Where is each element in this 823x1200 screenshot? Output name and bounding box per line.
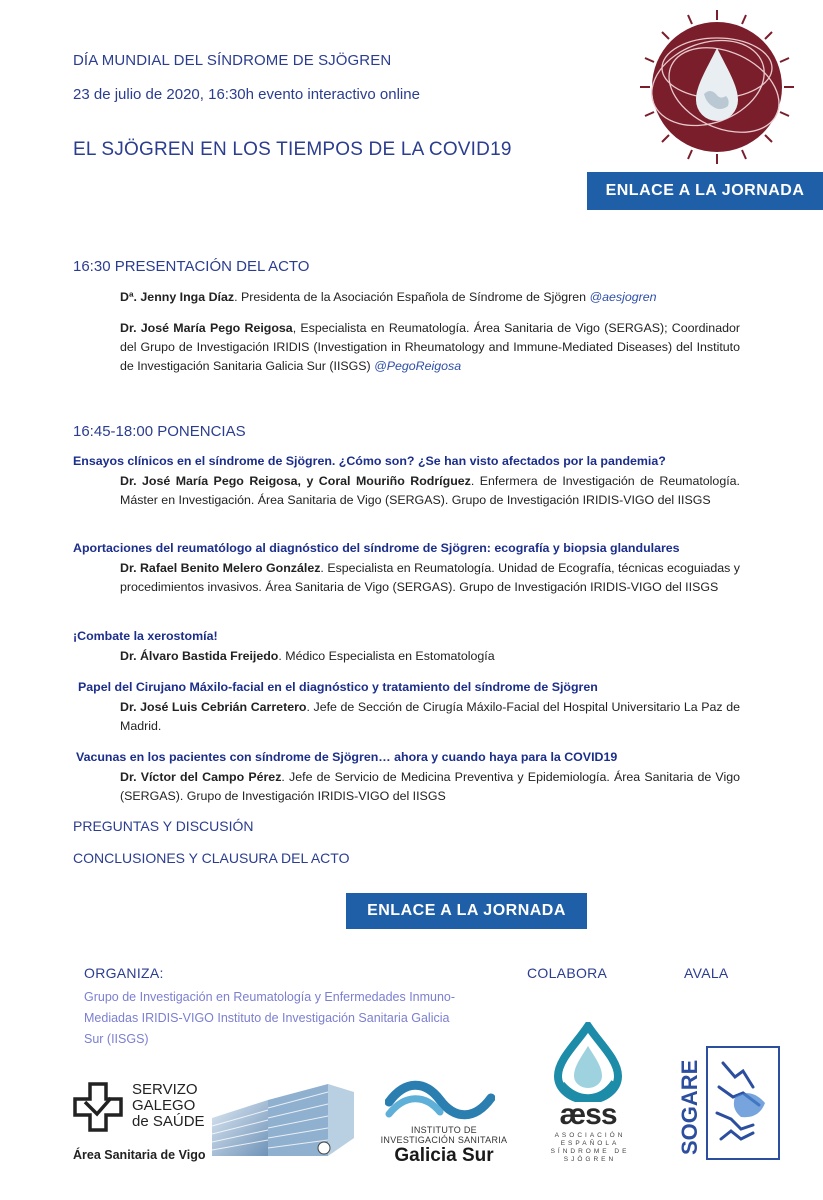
speaker-desc: . Jefe de Servicio de Medicina Preventiva y Epidemiología. Área Sanitaria de Vigo (SERGAS). Grupo de Investigación IRIDIS-VIGO del IISGS xyxy=(120,770,741,803)
speaker-name: Dr. José María Pego Reigosa, y Coral Mouriño Rodríguez xyxy=(120,474,471,488)
talk-speaker xyxy=(120,472,740,510)
speaker-desc: . Presidenta de la Asociación Española de Síndrome de Sjögren xyxy=(234,290,590,304)
sergas-line: GALEGO xyxy=(132,1097,196,1114)
aess-drop-icon xyxy=(548,1022,628,1102)
aess-subtitle: ASOCIACIÓN ESPAÑOLA SÍNDROME DE SJÖGREN xyxy=(550,1132,630,1163)
speaker-jenny xyxy=(120,288,740,307)
talk-title: Ensayos clínicos en el síndrome de Sjögren. ¿Cómo son? ¿Se han visto afectados por la pandemia? xyxy=(73,454,666,468)
iisgs-line: INVESTIGACIÓN SANITARIA xyxy=(380,1135,508,1145)
speaker-name: Dr. Víctor del Campo Pérez xyxy=(120,770,282,784)
organiza-label: ORGANIZA: xyxy=(84,965,164,981)
sergas-area-label: Área Sanitaria de Vigo xyxy=(73,1148,206,1162)
questions-discussion: PREGUNTAS Y DISCUSIÓN xyxy=(73,818,254,834)
talk-speaker xyxy=(120,647,740,666)
conclusions-closing: CONCLUSIONES Y CLAUSURA DEL ACTO xyxy=(73,850,350,866)
speaker-desc: . Especialista en Reumatología. Unidad de Ecografía, técnicas ecoguiadas y procedimientos invasivos. Área Sanitaria de Vigo (SERGAS). Grupo de Investigación IRIDIS-VIGO del IISGS xyxy=(120,561,740,594)
talk-title: Vacunas en los pacientes con síndrome de Sjögren… ahora y cuando haya para la COVID19 xyxy=(76,750,618,764)
talk-speaker xyxy=(120,768,740,806)
iisgs-name: Galicia Sur xyxy=(394,1145,494,1166)
sergas-cross-icon xyxy=(73,1082,123,1132)
sergas-line: SERVIZO xyxy=(132,1081,198,1098)
organiza-text: Grupo de Investigación en Reumatología y Enfermedades Inmuno-Mediadas IRIDIS-VIGO Instituto de Investigación Sanitaria Galicia Sur (IISGS) xyxy=(84,990,456,1046)
sjogren-day-logo-icon xyxy=(638,8,796,166)
sergas-wordmark xyxy=(132,1082,205,1130)
speaker-name: Dr. José Luis Cebrián Carretero xyxy=(120,700,307,714)
event-date: 23 de julio de 2020, 16:30h evento interactivo online xyxy=(73,86,420,103)
speaker-name: Dr. Álvaro Bastida Freijedo xyxy=(120,649,279,663)
speaker-desc: . Médico Especialista en Estomatología xyxy=(278,649,495,663)
talk-title: Papel del Cirujano Máxilo-facial en el diagnóstico y tratamiento del síndrome de Sjögren xyxy=(78,680,598,694)
speaker-desc: . Jefe de Sección de Cirugía Máxilo-Facial del Hospital Universitario La Paz de Madrid. xyxy=(120,700,740,733)
speaker-name: Dr. Rafael Benito Melero González xyxy=(120,561,321,575)
speaker-pego xyxy=(120,319,740,376)
talks-heading: 16:45-18:00 PONENCIAS xyxy=(73,423,246,440)
iisgs-waves-icon xyxy=(385,1072,495,1122)
sergas-line: de SAÚDE xyxy=(132,1113,205,1130)
colabora-label: COLABORA xyxy=(527,965,608,981)
hospital-building-icon xyxy=(208,1078,356,1158)
iisgs-line: INSTITUTO DE xyxy=(411,1125,477,1135)
sogare-wordmark: SOGARE xyxy=(677,1059,702,1155)
event-title: EL SJÖGREN EN LOS TIEMPOS DE LA COVID19 xyxy=(73,139,512,160)
aess-wordmark: æss xyxy=(559,1098,617,1131)
avala-label: AVALA xyxy=(684,965,729,981)
speaker-desc: . Enfermera de Investigación de Reumatología. Máster en Investigación. Área Sanitaria de Vigo (SERGAS). Grupo de Investigación IRIDIS-VIGO del IISGS xyxy=(120,474,740,507)
talk-title: Aportaciones del reumatólogo al diagnóstico del síndrome de Sjögren: ecografía y biopsia glandulares xyxy=(73,541,680,555)
twitter-handle-link[interactable]: @aesjogren xyxy=(589,290,657,304)
iisgs-institute-label xyxy=(380,1125,508,1145)
speaker-desc: , Especialista en Reumatología. Área Sanitaria de Vigo (SERGAS); Coordinador del Grupo de Investigación IRIDIS (Investigation in Rheumatology and Immune-Mediated Diseases) del Instituto de Investigación Sanitaria Galicia Sur (IISGS) xyxy=(120,321,740,373)
speaker-name: Dª. Jenny Inga Díaz xyxy=(120,290,235,304)
event-name: DÍA MUNDIAL DEL SÍNDROME DE SJÖGREN xyxy=(73,52,392,69)
twitter-handle-link[interactable]: @PegoReigosa xyxy=(374,359,462,373)
event-link-button[interactable]: ENLACE A LA JORNADA xyxy=(587,172,823,210)
presentation-heading: 16:30 PRESENTACIÓN DEL ACTO xyxy=(73,258,310,275)
talk-speaker xyxy=(120,559,740,597)
event-link-button-bottom[interactable]: ENLACE A LA JORNADA xyxy=(346,893,587,929)
talk-speaker xyxy=(120,698,740,736)
talk-title: ¡Combate la xerostomía! xyxy=(73,629,218,643)
speaker-name: Dr. José María Pego Reigosa xyxy=(120,321,293,335)
sogare-logo-icon xyxy=(673,1043,781,1161)
